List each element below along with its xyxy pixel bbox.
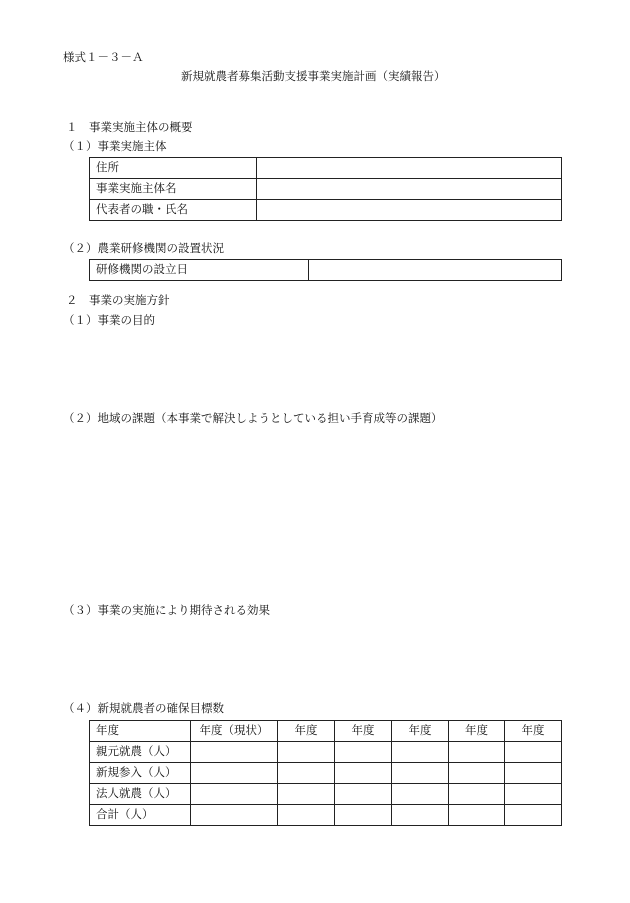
row-label: 事業実施主体名 [90,179,257,200]
table-cell[interactable] [449,805,505,826]
section2-heading: ２ 事業の実施方針 [66,293,170,307]
row-label: 代表者の職・氏名 [90,200,257,221]
table-cell[interactable] [278,805,335,826]
table-cell[interactable] [392,784,449,805]
table-header-row [90,721,562,742]
table-row [90,179,562,200]
table-cell[interactable] [191,784,278,805]
table-cell[interactable] [392,742,449,763]
representative-field[interactable] [257,200,562,221]
training-table [89,259,562,281]
table-cell[interactable] [278,742,335,763]
entity-table [89,157,562,221]
table-cell[interactable] [335,784,392,805]
table-cell[interactable] [449,763,505,784]
table-row [90,805,562,826]
column-header: 年度 [90,721,191,742]
table-cell[interactable] [505,763,562,784]
table-cell[interactable] [392,805,449,826]
establishment-date-field[interactable] [309,260,562,281]
table-row [90,158,562,179]
section2-sub4-heading: （４）新規就農者の確保目標数 [63,701,224,715]
table-cell[interactable] [191,763,278,784]
table-cell[interactable] [505,805,562,826]
column-header: 年度 [392,721,449,742]
table-row [90,784,562,805]
column-header: 年度 [449,721,505,742]
row-label: 法人就農（人） [90,784,191,805]
column-header: 年度 [278,721,335,742]
document-title: 新規就農者募集活動支援事業実施計画（実績報告） [181,69,446,83]
section1-sub1-heading: （１）事業実施主体 [63,139,167,153]
address-field[interactable] [257,158,562,179]
table-cell[interactable] [449,784,505,805]
table-cell[interactable] [335,763,392,784]
section1-heading: １ 事業実施主体の概要 [66,120,193,134]
table-row [90,260,562,281]
column-header: 年度（現状） [191,721,278,742]
column-header: 年度 [505,721,562,742]
table-cell[interactable] [449,742,505,763]
column-header: 年度 [335,721,392,742]
entity-name-field[interactable] [257,179,562,200]
section2-sub1-heading: （１）事業の目的 [63,313,155,327]
table-cell[interactable] [191,805,278,826]
table-row [90,763,562,784]
section2-sub3-heading: （３）事業の実施により期待される効果 [63,603,270,617]
target-table [89,720,562,826]
table-cell[interactable] [278,763,335,784]
section1-sub2-heading: （２）農業研修機関の設置状況 [63,241,224,255]
table-cell[interactable] [191,742,278,763]
table-cell[interactable] [335,805,392,826]
table-cell[interactable] [505,742,562,763]
form-id: 様式１－３－Ａ [63,50,144,64]
row-label: 住所 [90,158,257,179]
table-row [90,742,562,763]
row-label: 研修機関の設立日 [90,260,309,281]
table-cell[interactable] [505,784,562,805]
row-label: 合計（人） [90,805,191,826]
table-cell[interactable] [392,763,449,784]
row-label: 親元就農（人） [90,742,191,763]
row-label: 新規参入（人） [90,763,191,784]
section2-sub2-heading: （２）地域の課題（本事業で解決しようとしている担い手育成等の課題） [63,411,443,425]
table-cell[interactable] [335,742,392,763]
table-cell[interactable] [278,784,335,805]
table-row [90,200,562,221]
